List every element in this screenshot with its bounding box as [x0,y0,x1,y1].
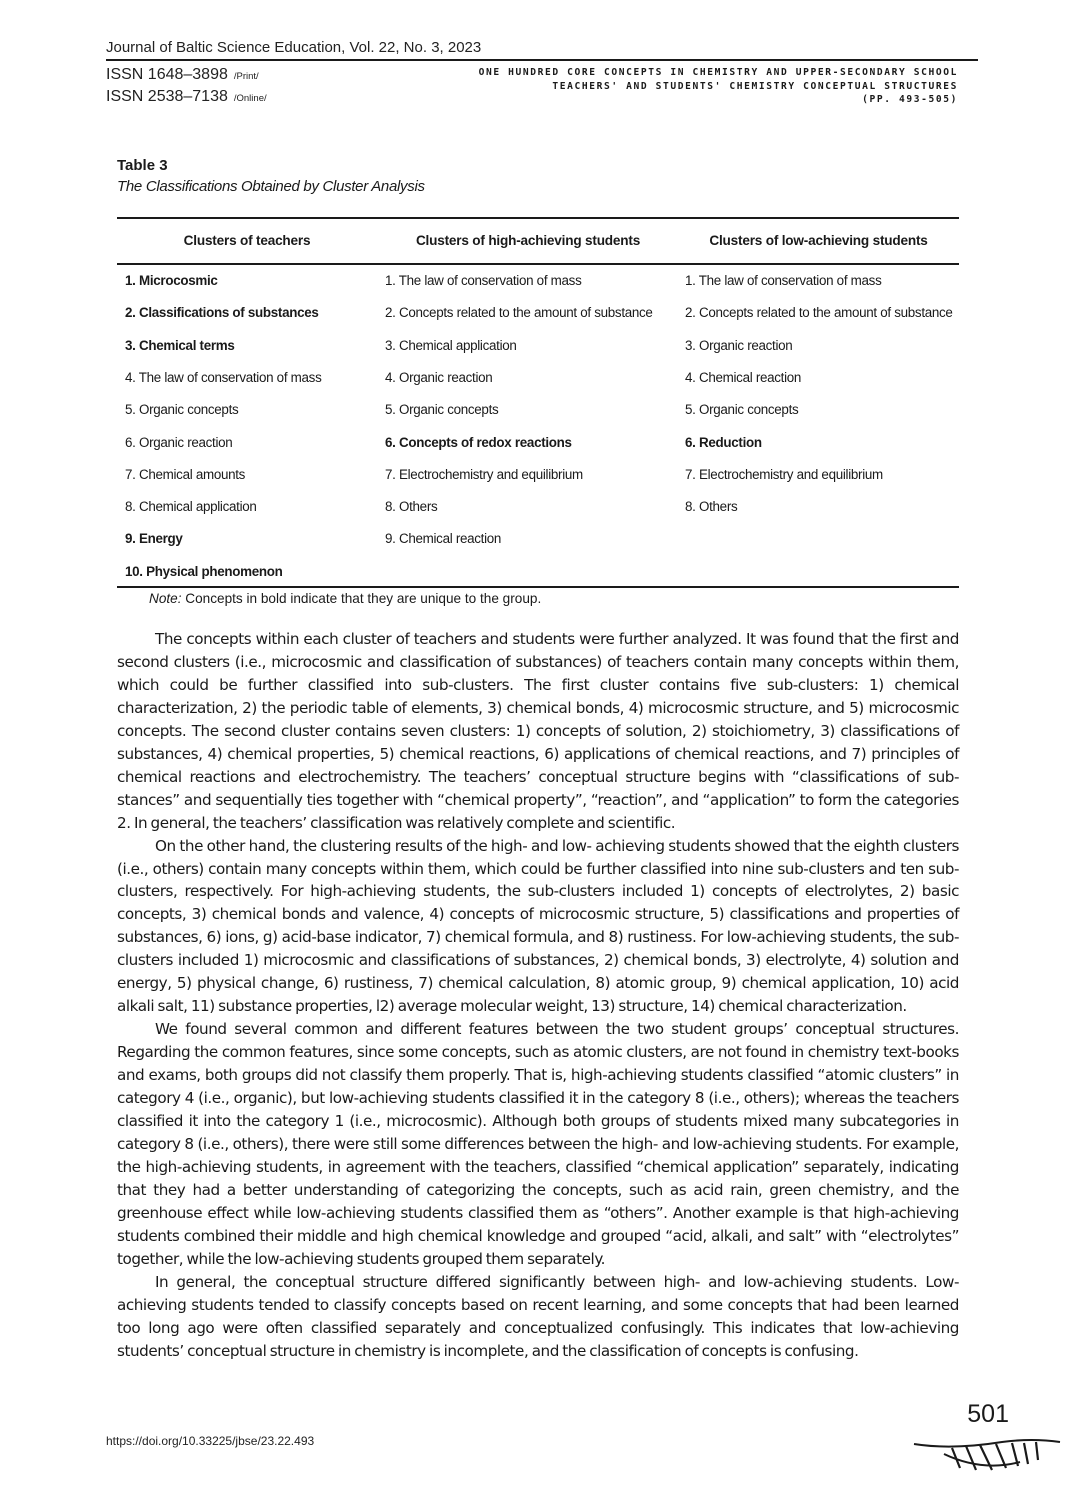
low-achieving-cluster-cell: 8. Others [685,499,738,515]
paragraph: We found several common and different features between the two student groups’ conceptual structures. Regarding the common features, since some concepts, such as atomic clusters, are not found in chemistry text-books and exams, both groups did not classify them properly. That is, high-achieving students classified “atomic clusters” in category 4 (i.e., organic), but low-achieving students classified it in the category 8 (i.e., others); whereas the teachers classified it into the category 1 (i.e., microcosmic). Although both groups of students mixed many subcategories in category 8 (i.e., others), there were still some differences between the high- and low-achieving students. For example, the high-achieving students, in agreement with the teachers, classified “chemical application” separately, indicating that they had a better understanding of categorizing the concepts, such as acid rain, green chemistry, and the greenhouse effect while low-achieving students classified them as “others”. Another example is that high-achieving students combined their middle and high chemical knowledge and grouped “acid, alkali, and salt” with “electrolytes” together, while the low-achieving students grouped them separately. [117,1020,959,1268]
running-title [358,66,958,107]
paragraph: On the other hand, the clustering results of the high- and low- achieving students showed that the eighth clusters (i.e., others) contain many concepts within them, which could be further classified into nine sub-clusters and ten sub-clusters, respectively. For high-achieving students, the sub-clusters included 1) concepts of electrolytes, 2) basic concepts, 3) chemical bonds and valence, 4) concepts of microcosmic structure, 5) classifications and properties of substances, 6) ions, g) acid-base indicator, 7) chemical formula, and 8) rustiness. For low-achieving students, the sub-clusters included 1) microcosmic and classifications of substances, 2) chemical bonds, 3) electrolyte, 4) solution and energy, 5) physical change, 6) rustiness, 7) chemical calculation, 8) atomic group, 9) chemical application, 10) acid alkali salt, 11) substance properties, l2) average molecular weight, 13) structure, 14) chemical characterization. [117,836,959,1016]
high-achieving-cluster-cell: 1. The law of conservation of mass [385,273,582,288]
low-achieving-cluster-cell: 5. Organic concepts [685,402,799,418]
teacher-cluster-cell: 1. Microcosmic [125,273,218,288]
wave-logo-icon [912,1436,1062,1476]
page-range: (PP. 493-505) [862,94,958,105]
paragraph: The concepts within each cluster of teachers and students were further analyzed. It was found that the first and second clusters (i.e., microcosmic and classification of substances) of teachers contain many concepts within them, which could be further classified into sub-clusters. The first cluster contains five sub-clusters: 1) chemical characterization, 2) the periodic table of elements, 3) chemical bonds, 4) microcosmic structure, and 5) microcosmic concepts. The second cluster contains seven clusters: 1) concepts of solution, 2) stoichiometry, 3) classifications of substances, 4) chemical properties, 5) chemical reactions, 6) applications of chemical reactions, and 7) principles of chemical reactions and electrochemistry. The teachers’ conceptual structure begins with “classifications of sub-stances” and sequentially ties together with “chemical property”, “reaction”, and “application” to form the categories 2. In general, the teachers’ classification was relatively complete and scientific. [117,630,959,832]
column-header-low-achieving: Clusters of low-achieving students [709,233,928,248]
teacher-cluster-cell: 9. Energy [125,531,183,547]
teacher-cluster-cell: 3. Chemical terms [125,337,235,353]
body-text [117,628,959,1363]
table-caption: The Classifications Obtained by Cluster Analysis [117,178,425,195]
high-achieving-cluster-cell: 8. Others [385,499,438,515]
teacher-cluster-cell: 6. Organic reaction [125,434,233,450]
high-achieving-cluster-cell: 3. Chemical application [385,337,517,353]
table-bottom-rule [117,586,959,588]
teacher-cluster-cell: 4. The law of conservation of mass [125,369,322,385]
teacher-cluster-cell: 7. Chemical amounts [125,466,246,482]
table-note: Note: Concepts in bold indicate that they are unique to the group. [149,591,542,606]
low-achieving-cluster-cell: 7. Electrochemistry and equilibrium [685,466,883,482]
doi-link[interactable]: https://doi.org/10.33225/jbse/23.22.493 [106,1434,315,1448]
table-header-rule [117,263,959,265]
teacher-cluster-cell: 10. Physical phenomenon [125,563,283,579]
low-achieving-cluster-cell: 2. Concepts related to the amount of substance [685,305,953,321]
high-achieving-cluster-cell: 9. Chemical reaction [385,531,502,547]
teacher-cluster-cell: 8. Chemical application [125,499,257,515]
paragraph: In general, the conceptual structure differed significantly between high- and low-achieving students. Low-achieving students tended to classify concepts based on recent learning, and some concepts that had been learned too long ago were often classified separately and conceptualized confusingly. This indicates that low-achieving students’ conceptual structure in chemistry is incomplete, and the classification of concepts is confusing. [117,1272,959,1360]
high-achieving-cluster-cell: 4. Organic reaction [385,369,493,385]
teacher-cluster-cell: 5. Organic concepts [125,402,239,418]
issn-print: ISSN 1648–3898 /Print/ [106,66,259,83]
header-rule [106,59,978,61]
page-number: 501 [967,1400,1009,1428]
table-top-rule [117,217,959,219]
high-achieving-cluster-cell: 7. Electrochemistry and equilibrium [385,466,583,482]
high-achieving-cluster-cell: 2. Concepts related to the amount of substance [385,305,653,321]
low-achieving-cluster-cell: 1. The law of conservation of mass [685,273,882,288]
table-label: Table 3 [117,157,168,174]
high-achieving-cluster-cell: 5. Organic concepts [385,402,499,418]
running-title-line-2: TEACHERS' AND STUDENTS' CHEMISTRY CONCEPTUAL STRUCTURES [552,80,958,92]
issn-online: ISSN 2538–7138 /Online/ [106,88,267,105]
high-achieving-cluster-cell: 6. Concepts of redox reactions [385,434,572,450]
running-title-line-1: ONE HUNDRED CORE CONCEPTS IN CHEMISTRY AND UPPER-SECONDARY SCHOOL [478,67,958,78]
teacher-cluster-cell: 2. Classifications of substances [125,305,319,321]
low-achieving-cluster-cell: 6. Reduction [685,434,762,450]
column-header-teachers: Clusters of teachers [183,233,311,248]
column-header-high-achieving: Clusters of high-achieving students [415,233,641,248]
low-achieving-cluster-cell: 4. Chemical reaction [685,369,802,385]
journal-title: Journal of Baltic Science Education, Vol. 22, No. 3, 2023 [106,39,482,56]
low-achieving-cluster-cell: 3. Organic reaction [685,337,793,353]
